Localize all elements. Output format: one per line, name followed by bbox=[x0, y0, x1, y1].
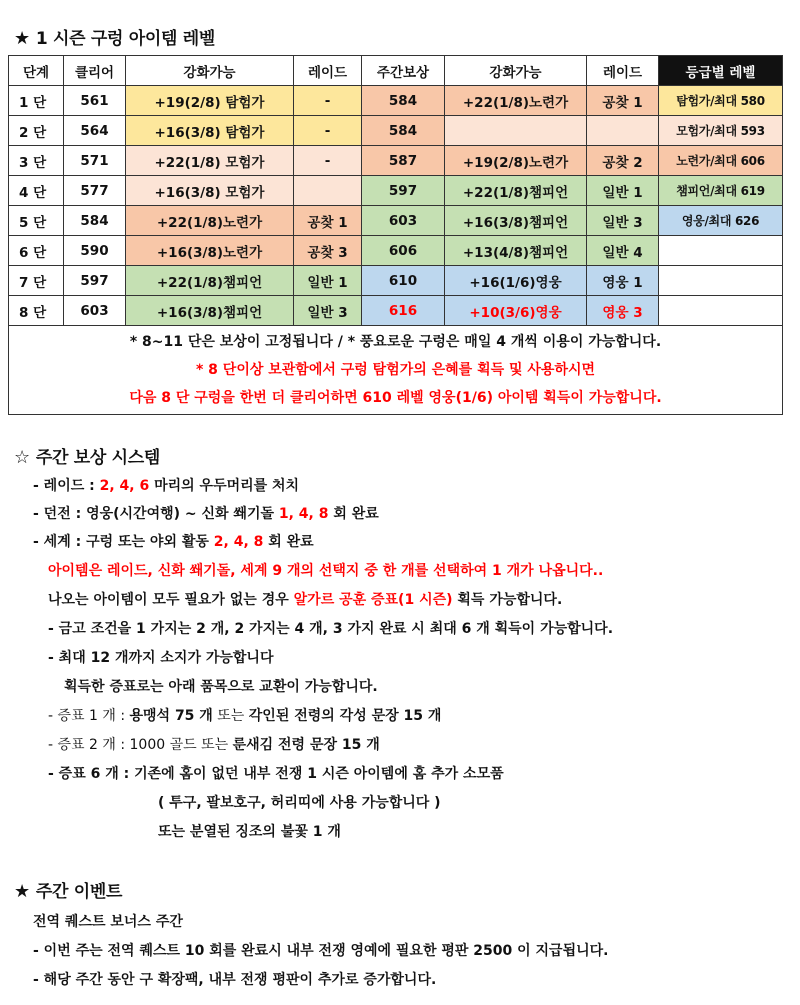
star-icon: ★ bbox=[14, 28, 30, 49]
raid-cell: 일반 1 bbox=[294, 266, 362, 296]
raid-cell: 공찾 1 bbox=[294, 206, 362, 236]
section3-title: ★ 주간 이벤트 bbox=[14, 881, 123, 902]
upgrade-cell: +22(1/8)챔피언 bbox=[126, 266, 294, 296]
step-cell: 6 단 bbox=[9, 236, 64, 266]
vault-line: - 금고 조건을 1 가지는 2 개, 2 가지는 4 개, 3 가지 완료 시 최대 6 개 획득이 가능합니다. bbox=[48, 621, 614, 637]
table-row bbox=[9, 116, 783, 146]
star-outline-icon: ☆ bbox=[14, 447, 30, 468]
col-header: 클리어 bbox=[64, 56, 126, 86]
table-row bbox=[9, 296, 783, 326]
step-cell: 8 단 bbox=[9, 296, 64, 326]
raid-line: - 레이드 : 2, 4, 6 마리의 우두머리를 처치 bbox=[33, 478, 300, 494]
step-cell: 5 단 bbox=[9, 206, 64, 236]
col-header: 레이드 bbox=[587, 56, 659, 86]
clear-cell: 584 bbox=[64, 206, 126, 236]
token6-line: - 증표 6 개 : 기존에 홈이 없던 내부 전쟁 1 시즌 아이템에 홈 추가 소모품 bbox=[48, 766, 504, 782]
table-header-row bbox=[9, 56, 783, 86]
upgrade-cell: +22(1/8) 모험가 bbox=[126, 146, 294, 176]
col-header: 강화가능 bbox=[445, 56, 587, 86]
clear-cell: 571 bbox=[64, 146, 126, 176]
raid-cell: 공찾 2 bbox=[587, 146, 659, 176]
table-row bbox=[9, 266, 783, 296]
step-cell: 3 단 bbox=[9, 146, 64, 176]
token1-line: - 증표 1 개 : 용맹석 75 개 또는 각인된 전령의 각성 문장 15 개 bbox=[48, 708, 442, 724]
raid-cell bbox=[587, 116, 659, 146]
no-need-line: 나오는 아이템이 모두 필요가 없는 경우 알가르 공훈 증표(1 시즌) 획득 가능합니다. bbox=[48, 592, 563, 608]
section2-title: ☆ 주간 보상 시스템 bbox=[14, 447, 160, 468]
table-row bbox=[9, 86, 783, 116]
grade-cell: 모험가/최대 593 bbox=[659, 116, 783, 146]
upgrade-cell: +16(3/8)노련가 bbox=[126, 236, 294, 266]
token6-usage-line: ( 투구, 팔보호구, 허리띠에 사용 가능합니다 ) bbox=[158, 795, 441, 811]
raid-cell: 공찾 3 bbox=[294, 236, 362, 266]
grade-cell bbox=[659, 266, 783, 296]
col-header: 강화가능 bbox=[126, 56, 294, 86]
clear-cell: 597 bbox=[64, 266, 126, 296]
token6-alt-line: 또는 분열된 징조의 불꽃 1 개 bbox=[158, 824, 341, 840]
grade-cell: 영웅/최대 626 bbox=[659, 206, 783, 236]
grade-cell: 탐험가/최대 580 bbox=[659, 86, 783, 116]
item-level-table bbox=[8, 55, 783, 415]
note-line: * 8~11 단은 보상이 고정됩니다 / * 풍요로운 구렁은 매일 4 개씩 이용이 가능합니다. bbox=[129, 334, 662, 350]
upgrade-cell: +19(2/8)노련가 bbox=[445, 146, 587, 176]
clear-cell: 590 bbox=[64, 236, 126, 266]
exchange-line: 획득한 증표로는 아래 품목으로 교환이 가능합니다. bbox=[64, 679, 378, 695]
clear-cell: 561 bbox=[64, 86, 126, 116]
table-notes bbox=[9, 326, 783, 415]
step-cell: 1 단 bbox=[9, 86, 64, 116]
step-cell: 4 단 bbox=[9, 176, 64, 206]
raid-cell: 일반 4 bbox=[587, 236, 659, 266]
step-cell: 7 단 bbox=[9, 266, 64, 296]
upgrade-cell: +10(3/6)영웅 bbox=[445, 296, 587, 326]
hold-line: - 최대 12 개까지 소지가 가능합니다 bbox=[48, 650, 274, 666]
upgrade-cell: +13(4/8)챔피언 bbox=[445, 236, 587, 266]
weekly-cell: 603 bbox=[362, 206, 445, 236]
upgrade-cell: +16(3/8)챔피언 bbox=[445, 206, 587, 236]
event-line: - 해당 주간 동안 구 확장팩, 내부 전쟁 평판이 추가로 증가합니다. bbox=[33, 972, 437, 988]
weekly-cell: 610 bbox=[362, 266, 445, 296]
weekly-cell: 597 bbox=[362, 176, 445, 206]
token2-line: - 증표 2 개 : 1000 골드 또는 룬새김 전령 문장 15 개 bbox=[48, 737, 380, 753]
weekly-cell: 587 bbox=[362, 146, 445, 176]
clear-cell: 564 bbox=[64, 116, 126, 146]
grade-cell: 챔피언/최대 619 bbox=[659, 176, 783, 206]
step-cell: 2 단 bbox=[9, 116, 64, 146]
raid-cell bbox=[294, 176, 362, 206]
raid-cell: 영웅 3 bbox=[587, 296, 659, 326]
raid-cell: 영웅 1 bbox=[587, 266, 659, 296]
weekly-cell: 584 bbox=[362, 116, 445, 146]
table-row bbox=[9, 236, 783, 266]
clear-cell: 577 bbox=[64, 176, 126, 206]
weekly-cell: 606 bbox=[362, 236, 445, 266]
raid-cell: 일반 1 bbox=[587, 176, 659, 206]
item-choice-line: 아이템은 레이드, 신화 쐐기돌, 세계 9 개의 선택지 중 한 개를 선택하여 1 개가 나옵니다.. bbox=[48, 563, 604, 579]
event-subtitle: 전역 퀘스트 보너스 주간 bbox=[33, 914, 183, 930]
grade-cell: 노련가/최대 606 bbox=[659, 146, 783, 176]
upgrade-cell bbox=[445, 116, 587, 146]
grade-cell bbox=[659, 296, 783, 326]
col-header: 주간보상 bbox=[362, 56, 445, 86]
upgrade-cell: +22(1/8)챔피언 bbox=[445, 176, 587, 206]
note-line: 다음 8 단 구렁을 한번 더 클리어하면 610 레벨 영웅(1/6) 아이템 획득이 가능합니다. bbox=[129, 390, 662, 406]
col-header: 단계 bbox=[9, 56, 64, 86]
raid-cell: 공찾 1 bbox=[587, 86, 659, 116]
upgrade-cell: +19(2/8) 탐험가 bbox=[126, 86, 294, 116]
raid-cell: - bbox=[294, 116, 362, 146]
event-line: - 이번 주는 전역 퀘스트 10 회를 완료시 내부 전쟁 영예에 필요한 평판 2500 이 지급됩니다. bbox=[33, 943, 609, 959]
upgrade-cell: +22(1/8)노련가 bbox=[126, 206, 294, 236]
table-row bbox=[9, 146, 783, 176]
col-header: 등급별 레벨 bbox=[659, 56, 783, 86]
section1-title: ★ 1 시즌 구렁 아이템 레벨 bbox=[14, 28, 215, 49]
world-line: - 세계 : 구렁 또는 야외 활동 2, 4, 8 회 완료 bbox=[33, 534, 314, 550]
table-notes-row bbox=[9, 326, 783, 415]
weekly-cell: 616 bbox=[362, 296, 445, 326]
upgrade-cell: +16(3/8)챔피언 bbox=[126, 296, 294, 326]
upgrade-cell: +16(3/8) 탐험가 bbox=[126, 116, 294, 146]
dungeon-line: - 던전 : 영웅(시간여행) ~ 신화 쐐기돌 1, 4, 8 회 완료 bbox=[33, 506, 379, 522]
col-header: 레이드 bbox=[294, 56, 362, 86]
table-row bbox=[9, 176, 783, 206]
note-line: * 8 단이상 보관함에서 구렁 탐험가의 은혜를 획득 및 사용하시면 bbox=[195, 362, 596, 378]
upgrade-cell: +16(3/8) 모험가 bbox=[126, 176, 294, 206]
raid-cell: 일반 3 bbox=[294, 296, 362, 326]
upgrade-cell: +22(1/8)노련가 bbox=[445, 86, 587, 116]
raid-cell: 일반 3 bbox=[587, 206, 659, 236]
table-row bbox=[9, 206, 783, 236]
raid-cell: - bbox=[294, 146, 362, 176]
grade-cell bbox=[659, 236, 783, 266]
upgrade-cell: +16(1/6)영웅 bbox=[445, 266, 587, 296]
weekly-cell: 584 bbox=[362, 86, 445, 116]
raid-cell: - bbox=[294, 86, 362, 116]
clear-cell: 603 bbox=[64, 296, 126, 326]
star-icon: ★ bbox=[14, 881, 30, 902]
